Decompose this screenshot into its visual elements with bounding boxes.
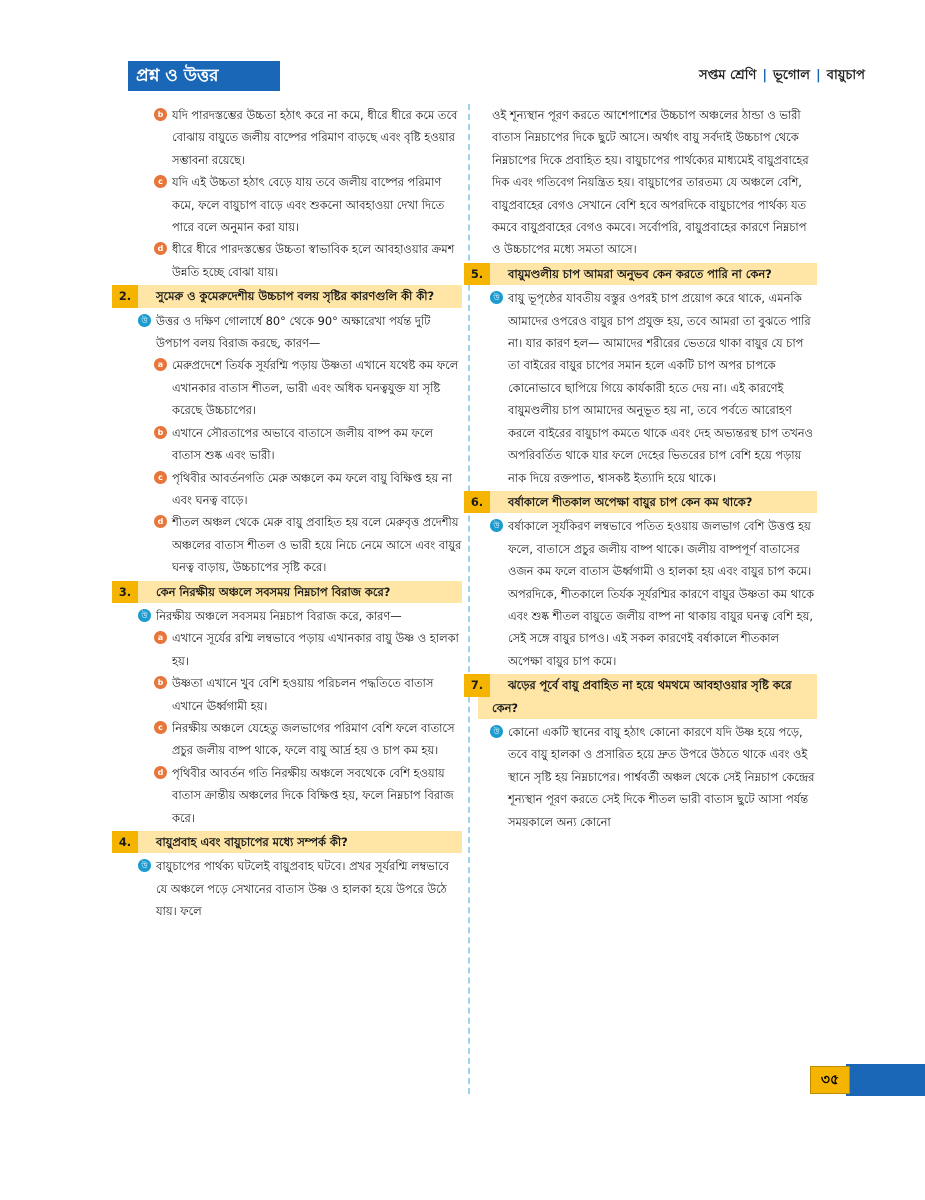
marker-icon: d bbox=[154, 766, 167, 779]
answer-icon: উ bbox=[138, 609, 151, 622]
list-item: d শীতল অঞ্চল থেকে মেরু বায়ু প্রবাহিত হয় বলে মেরুবৃত্ত প্রদেশীয় অঞ্চলের বাতাস শীতল ও ভারী হয়ে নিচে নেমে আসে এবং বায়ুর ঘনত্ব বাড়ায়, উচ্চচাপের সৃষ্টি করে। bbox=[140, 511, 462, 578]
list-item: c নিরক্ষীয় অঞ্চলে যেহেতু জলভাগের পরিমাণ বেশি ফলে বাতাসে প্রচুর জলীয় বাষ্প থাকে, ফলে বায়ু আর্দ্র হয় ও চাপ কম হয়। bbox=[140, 717, 462, 762]
answer-4-continued: ওই শূন্যস্থান পূরণ করতে আশেপাশের উচ্চচাপ অঞ্চলের ঠান্ডা ও ভারী বাতাস নিম্নচাপের দিকে ছুটে আসে। অর্থাৎ বায়ু সর্বদাই উচ্চচাপ থেকে নিম্নচাপের দিকে প্রবাহিত হয়। বায়ুচাপের পার্থক্যের মাধ্যমেই বায়ুপ্রবাহের দিক এবং গতিবেগ নিয়ন্ত্রিত হয়। বায়ুচাপের তারতম্য যে অঞ্চলে বেশি, বায়ুপ্রবাহের বেগও সেখানে বেশি হবে অপরদিকে বায়ুচাপের পার্থক্য যত কমবে বায়ুপ্রবাহের বেগও কমবে। সর্বোপরি, বায়ুপ্রবাহের কারণে নিম্নচাপ ও উচ্চচাপের মধ্যে সমতা আসে। bbox=[492, 108, 809, 257]
list-item: c পৃথিবীর আবর্তনগতি মেরু অঞ্চলে কম ফলে বায়ু বিক্ষিপ্ত হয় না এবং ঘনত্ব বাড়ে। bbox=[140, 467, 462, 512]
answer-3: উ নিরক্ষীয় অঞ্চলে সবসময় নিম্নচাপ বিরাজ করে, কারণ— bbox=[140, 605, 462, 627]
right-column bbox=[470, 104, 817, 833]
marker-icon: a bbox=[154, 631, 167, 644]
list-item: d ধীরে ধীরে পারদস্তম্ভের উচ্চতা স্বাভাবিক হলে আবহাওয়ার ক্রমশ উন্নতি হচ্ছে বোঝা যায়। bbox=[140, 238, 462, 283]
answer-icon: উ bbox=[138, 314, 151, 327]
marker-icon: b bbox=[154, 676, 167, 689]
question-4: 4. বায়ুপ্রবাহ এবং বায়ুচাপের মধ্যে সম্পর্ক কী? bbox=[126, 831, 462, 853]
left-column bbox=[118, 104, 462, 923]
marker-icon: a bbox=[154, 358, 167, 371]
marker-icon: d bbox=[154, 515, 167, 528]
question-2: 2. সুমেরু ও কুমেরুদেশীয় উচ্চচাপ বলয় সৃষ্টির কারণগুলি কী কী? bbox=[126, 285, 462, 307]
list-item: a মেরুপ্রদেশে তির্যক সূর্যরশ্মি পড়ায় উষ্ণতা এখানে যথেষ্ট কম ফলে এখানকার বাতাস শীতল, ভারী এবং অধিক ঘনত্বযুক্ত যা সৃষ্টি করেছে উচ্চচাপের। bbox=[140, 354, 462, 421]
list-item: a এখানে সূর্যের রশ্মি লম্বভাবে পড়ায় এখানকার বায়ু উষ্ণ ও হালকা হয়। bbox=[140, 627, 462, 672]
marker-icon: b bbox=[154, 108, 167, 121]
list-item: b এখানে সৌরতাপের অভাবে বাতাসে জলীয় বাষ্প কম ফলে বাতাস শুষ্ক এবং ভারী। bbox=[140, 422, 462, 467]
question-7: 7. ঝড়ের পূর্বে বায়ু প্রবাহিত না হয়ে থমথমে আবহাওয়ার সৃষ্টি করে কেন? bbox=[478, 674, 817, 719]
marker-icon: b bbox=[154, 426, 167, 439]
list-item: b যদি পারদস্তম্ভের উচ্চতা হঠাৎ করে না কমে, ধীরে ধীরে কমে তবে বোঝায় বায়ুতে জলীয় বাষ্পের পরিমাণ বাড়ছে এবং বৃষ্টি হওয়ার সম্ভাবনা রয়েছে। bbox=[140, 104, 462, 171]
page-number: ৩৫ bbox=[810, 1066, 850, 1094]
answer-4: উ বায়ুচাপের পার্থক্য ঘটলেই বায়ুপ্রবাহ ঘটবে। প্রখর সূর্যরশ্মি লম্বভাবে যে অঞ্চলে পড়ে সেখানের বাতাস উষ্ণ ও হালকা হয়ে উপরে উঠে যায়। ফলে bbox=[140, 855, 462, 922]
question-5: 5. বায়ুমণ্ডলীয় চাপ আমরা অনুভব কেন করতে পারি না কেন? bbox=[478, 263, 817, 285]
answer-2: উ উত্তর ও দক্ষিণ গোলার্ধে 80° থেকে 90° অক্ষারেখা পর্যন্ত দুটি উপচাপ বলয় বিরাজ করছে, কারণ— bbox=[140, 310, 462, 355]
answer-7: উ কোনো একটি স্থানের বায়ু হঠাৎ কোনো কারণে যদি উষ্ণ হয়ে পড়ে, তবে বায়ু হালকা ও প্রসারিত হয়ে দ্রুত উপরে উঠতে থাকে এবং ওই স্থানে সৃষ্টি হয় নিম্নচাপের। পার্শ্ববর্তী অঞ্চল থেকে সেই নিম্নচাপ কেন্দ্রের শূন্যস্থান পূরণ করতে সেই দিকে শীতল ভারী বাতাস ছুটে আসা পর্যন্ত সময়কালে অন্য কোনো bbox=[492, 721, 817, 833]
marker-icon: c bbox=[154, 721, 167, 734]
chapter-label: বায়ুচাপ bbox=[826, 68, 865, 83]
list-item: d পৃথিবীর আবর্তন গতি নিরক্ষীয় অঞ্চলে সবথেকে বেশি হওয়ায় বাতাস ক্রান্তীয় অঞ্চলের দিকে বিক্ষিপ্ত হয়, ফলে নিম্নচাপ বিরাজ করে। bbox=[140, 762, 462, 829]
answer-icon: উ bbox=[490, 725, 503, 738]
marker-icon: c bbox=[154, 471, 167, 484]
marker-icon: c bbox=[154, 175, 167, 188]
question-6: 6. বর্ষাকালে শীতকাল অপেক্ষা বায়ুর চাপ কেন কম থাকে? bbox=[478, 491, 817, 513]
list-item: b উষ্ণতা এখানে খুব বেশি হওয়ায় পরিচলন পদ্ধতিতে বাতাস এখানে ঊর্ধ্বগামী হয়। bbox=[140, 672, 462, 717]
column-divider bbox=[468, 104, 470, 1094]
answer-6: উ বর্ষাকালে সূর্যকিরণ লম্বভাবে পতিত হওয়ায় জলভাগ বেশি উত্তপ্ত হয় ফলে, বাতাসে প্রচুর জলীয় বাষ্প থাকে। জলীয় বাষ্পপূর্ণ বাতাসের ওজন কম ফলে বাতাস ঊর্ধ্বগামী ও হালকা হয় এবং বায়ুর চাপ কমে। অপরদিকে, শীতকালে তির্যক সূর্যরশ্মির কারণে বায়ুর উষ্ণতা কম থাকে এবং শুষ্ক শীতল বায়ুতে জলীয় বাষ্প না থাকায় বায়ুর ঘনত্ব বেশি হয়, সেই সঙ্গে বায়ুর চাপও। এই সকল কারণেই বর্ষাকালে শীতকাল অপেক্ষা বায়ুর চাপ কমে। bbox=[492, 515, 817, 672]
page-header: সপ্তম শ্রেণি | ভূগোল | বায়ুচাপ bbox=[699, 68, 865, 83]
class-label: সপ্তম শ্রেণি bbox=[699, 68, 757, 83]
answer-icon: উ bbox=[490, 291, 503, 304]
answer-icon: উ bbox=[138, 859, 151, 872]
marker-icon: d bbox=[154, 242, 167, 255]
question-3: 3. কেন নিরক্ষীয় অঞ্চলে সবসময় নিম্নচাপ বিরাজ করে? bbox=[126, 581, 462, 603]
footer-bar bbox=[846, 1064, 925, 1096]
answer-icon: উ bbox=[490, 519, 503, 532]
section-badge: প্রশ্ন ও উত্তর bbox=[128, 61, 280, 91]
subject-label: ভূগোল bbox=[773, 68, 810, 83]
answer-5: উ বায়ু ভূপৃষ্ঠের যাবতীয় বস্তুর ওপরই চাপ প্রয়োগ করে থাকে, এমনকি আমাদের ওপরেও বায়ুর চাপ প্রযুক্ত হয়, তবে আমরা তা বুঝতে পারি না। যার কারণ হল— আমাদের শরীরের ভেতরে থাকা বায়ুর যে চাপ তা বাইরের বায়ুর চাপের সমান হলে একটি চাপ অপর চাপকে কোনোভাবে ছাপিয়ে গিয়ে কার্যকারী হতে দেয় না। এই কারণেই বায়ুমণ্ডলীয় চাপ আমাদের অনুভূত হয় না, তবে পর্বতে আরোহণ করলে বাইরের বায়ুচাপ কমতে থাকে এবং দেহ অভ্যন্তরস্থ চাপ তখনও অপরিবর্তিত থাকে যার ফলে দেহের ভিতরের চাপ বেশি হয়ে পড়ায় নাক দিয়ে রক্তপাত, শ্বাসকষ্ট ইত্যাদি হয়ে থাকে। bbox=[492, 287, 817, 489]
list-item: c যদি এই উচ্চতা হঠাৎ বেড়ে যায় তবে জলীয় বাষ্পের পরিমাণ কমে, ফলে বায়ুচাপ বাড়ে এবং শুকনো আবহাওয়া দেখা দিতে পারে বলে অনুমান করা যায়। bbox=[140, 171, 462, 238]
